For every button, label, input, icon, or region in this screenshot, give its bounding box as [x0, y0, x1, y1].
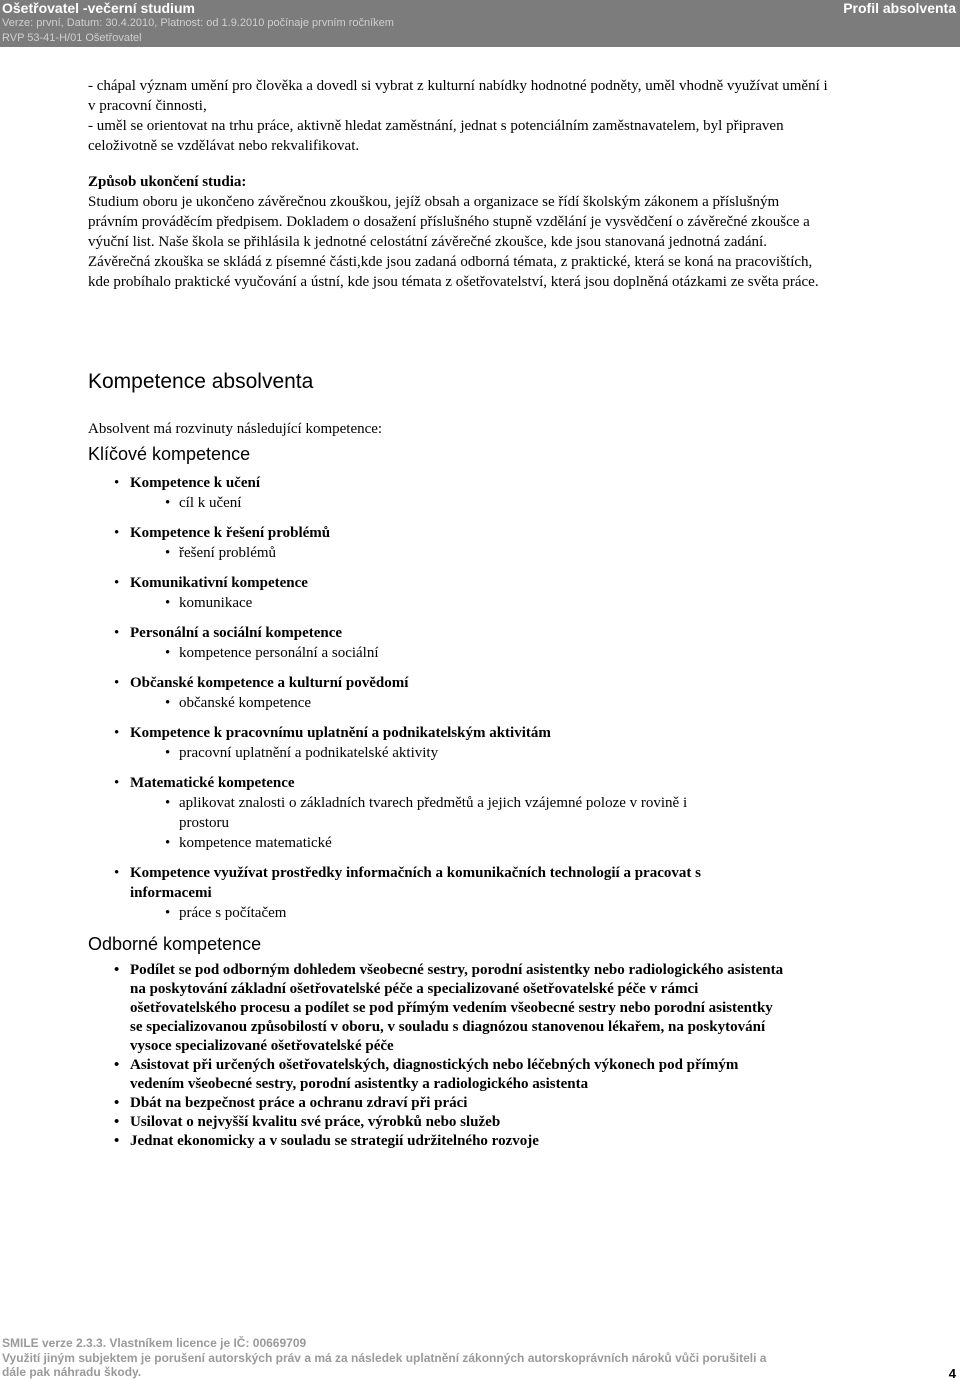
page-footer — [0, 1336, 960, 1380]
main-content — [88, 76, 828, 1149]
list-item — [88, 473, 808, 513]
key-competences-list — [88, 473, 808, 933]
list-item: • Asistovat při určených ošetřovatelských, diagnostických nebo léčebných výkonech pod přímým vedením všeobecné sestry, porodní asistentky a radiologického asistenta — [88, 1056, 788, 1094]
competence-heading: • Personální a sociální kompetence — [130, 625, 343, 641]
list-item — [88, 773, 808, 853]
document-title: Ošetřovatel -večerní studium — [2, 0, 195, 16]
page-number: 4 — [948, 1366, 956, 1381]
sub-item: • práce s počítačem — [130, 903, 768, 923]
competence-heading: • Kompetence využívat prostředky informačních a komunikačních technologií a pracovat s informacemi — [130, 865, 701, 901]
professional-competences-title: Odborné kompetence — [88, 934, 262, 954]
intro-line-1: - chápal význam umění pro člověka a dovedl si vybrat z kulturní nabídky hodnotné podněty, uměl vhodně využívat umění i v pracovní činnosti, — [88, 78, 828, 114]
competence-heading: • Občanské kompetence a kulturní povědomí — [130, 675, 409, 691]
competence-heading: • Komunikativní kompetence — [130, 575, 308, 591]
competence-heading: • Kompetence k učení — [130, 475, 260, 491]
key-competences-title: Klíčové kompetence — [88, 444, 251, 464]
version-info: Verze: první, Datum: 30.4.2010, Platnost: od 1.9.2010 počínaje prvním ročníkem — [2, 17, 394, 29]
list-item — [88, 573, 808, 613]
termination-text: Studium oboru je ukončeno závěrečnou zkouškou, jejíž obsah a organizace se řídí školským zákonem a příslušným právním prováděcím předpisem. Dokladem o dosažení příslušného stupně vzdělání je vysvědčení o závěrečné zkoušce a výuční list. Naše škola se přihlásila k jednotné celostátní závěrečné zkoušce, kde jsou stanovaná jednotná zadání. Závěrečná zkouška se skládá z písemné části,kde jsou zadaná odborná témata, z praktické, která se koná na pracovištích, kde probíhalo praktické vyučování a ústní, kde jsou témata z ošetřovatelství, která jsou doplněná otázkami ze světa práce. — [88, 194, 819, 290]
sub-item: • pracovní uplatnění a podnikatelské aktivity — [130, 743, 808, 763]
rvp-code: RVP 53-41-H/01 Ošetřovatel — [2, 32, 142, 44]
list-item — [88, 623, 808, 663]
termination-label: Způsob ukončení studia: — [88, 174, 247, 190]
professional-competences-list — [88, 961, 788, 1151]
sub-item: • řešení problémů — [130, 543, 808, 563]
sub-item: • kompetence personální a sociální — [130, 643, 808, 663]
competence-heading: • Kompetence k pracovnímu uplatnění a podnikatelským aktivitám — [130, 725, 551, 741]
competences-intro: Absolvent má rozvinuty následující kompetence: — [88, 421, 383, 437]
list-item: • Dbát na bezpečnost práce a ochranu zdraví při práci — [88, 1094, 788, 1113]
sub-item: • kompetence matematické — [130, 833, 808, 853]
list-item — [88, 863, 808, 923]
section-label: Profil absolventa — [843, 0, 956, 16]
copyright-line-2: dále pak náhradu škody. — [2, 1365, 142, 1379]
list-item: • Jednat ekonomicky a v souladu se strategií udržitelného rozvoje — [88, 1132, 788, 1151]
sub-item: • komunikace — [130, 593, 808, 613]
copyright-line: Využití jiným subjektem je porušení autorských práv a má za následek uplatnění zákonných autorskoprávních nároků vůči porušiteli a — [2, 1351, 767, 1365]
list-item — [88, 673, 808, 713]
competence-heading: • Kompetence k řešení problémů — [130, 525, 331, 541]
list-item: • Podílet se pod odborným dohledem všeobecné sestry, porodní asistentky nebo radiologického asistenta na poskytování základní ošetřovatelské péče a specializované ošetřovatelské péče v rámci ošetřovatelského procesu a podílet se pod přímým vedením všeobecné sestry nebo porodní asistentky se specializovanou způsobilostí v oboru, v souladu s diagnózou stanovenou lékařem, na poskytování vysoce specializované ošetřovatelské péče — [88, 961, 788, 1056]
sub-item: • občanské kompetence — [130, 693, 808, 713]
competences-title: Kompetence absolventa — [88, 370, 314, 393]
competence-heading: • Matematické kompetence — [130, 775, 295, 791]
license-line: SMILE verze 2.3.3. Vlastníkem licence je IČ: 00669709 — [2, 1336, 307, 1350]
sub-item: • aplikovat znalosti o základních tvarech předmětů a jejich vzájemné poloze v rovině i prostoru — [130, 793, 808, 833]
list-item — [88, 723, 808, 763]
list-item: • Usilovat o nejvyšší kvalitu své práce, výrobků nebo služeb — [88, 1113, 788, 1132]
termination-section — [88, 172, 828, 292]
sub-item: • cíl k učení — [130, 493, 808, 513]
intro-line-2: - uměl se orientovat na trhu práce, aktivně hledat zaměstnání, jednat s potenciálním zaměstnavatelem, byl připraven celoživotně se vzdělávat nebo rekvalifikovat. — [88, 118, 784, 154]
page-header — [0, 0, 960, 47]
list-item — [88, 523, 808, 563]
